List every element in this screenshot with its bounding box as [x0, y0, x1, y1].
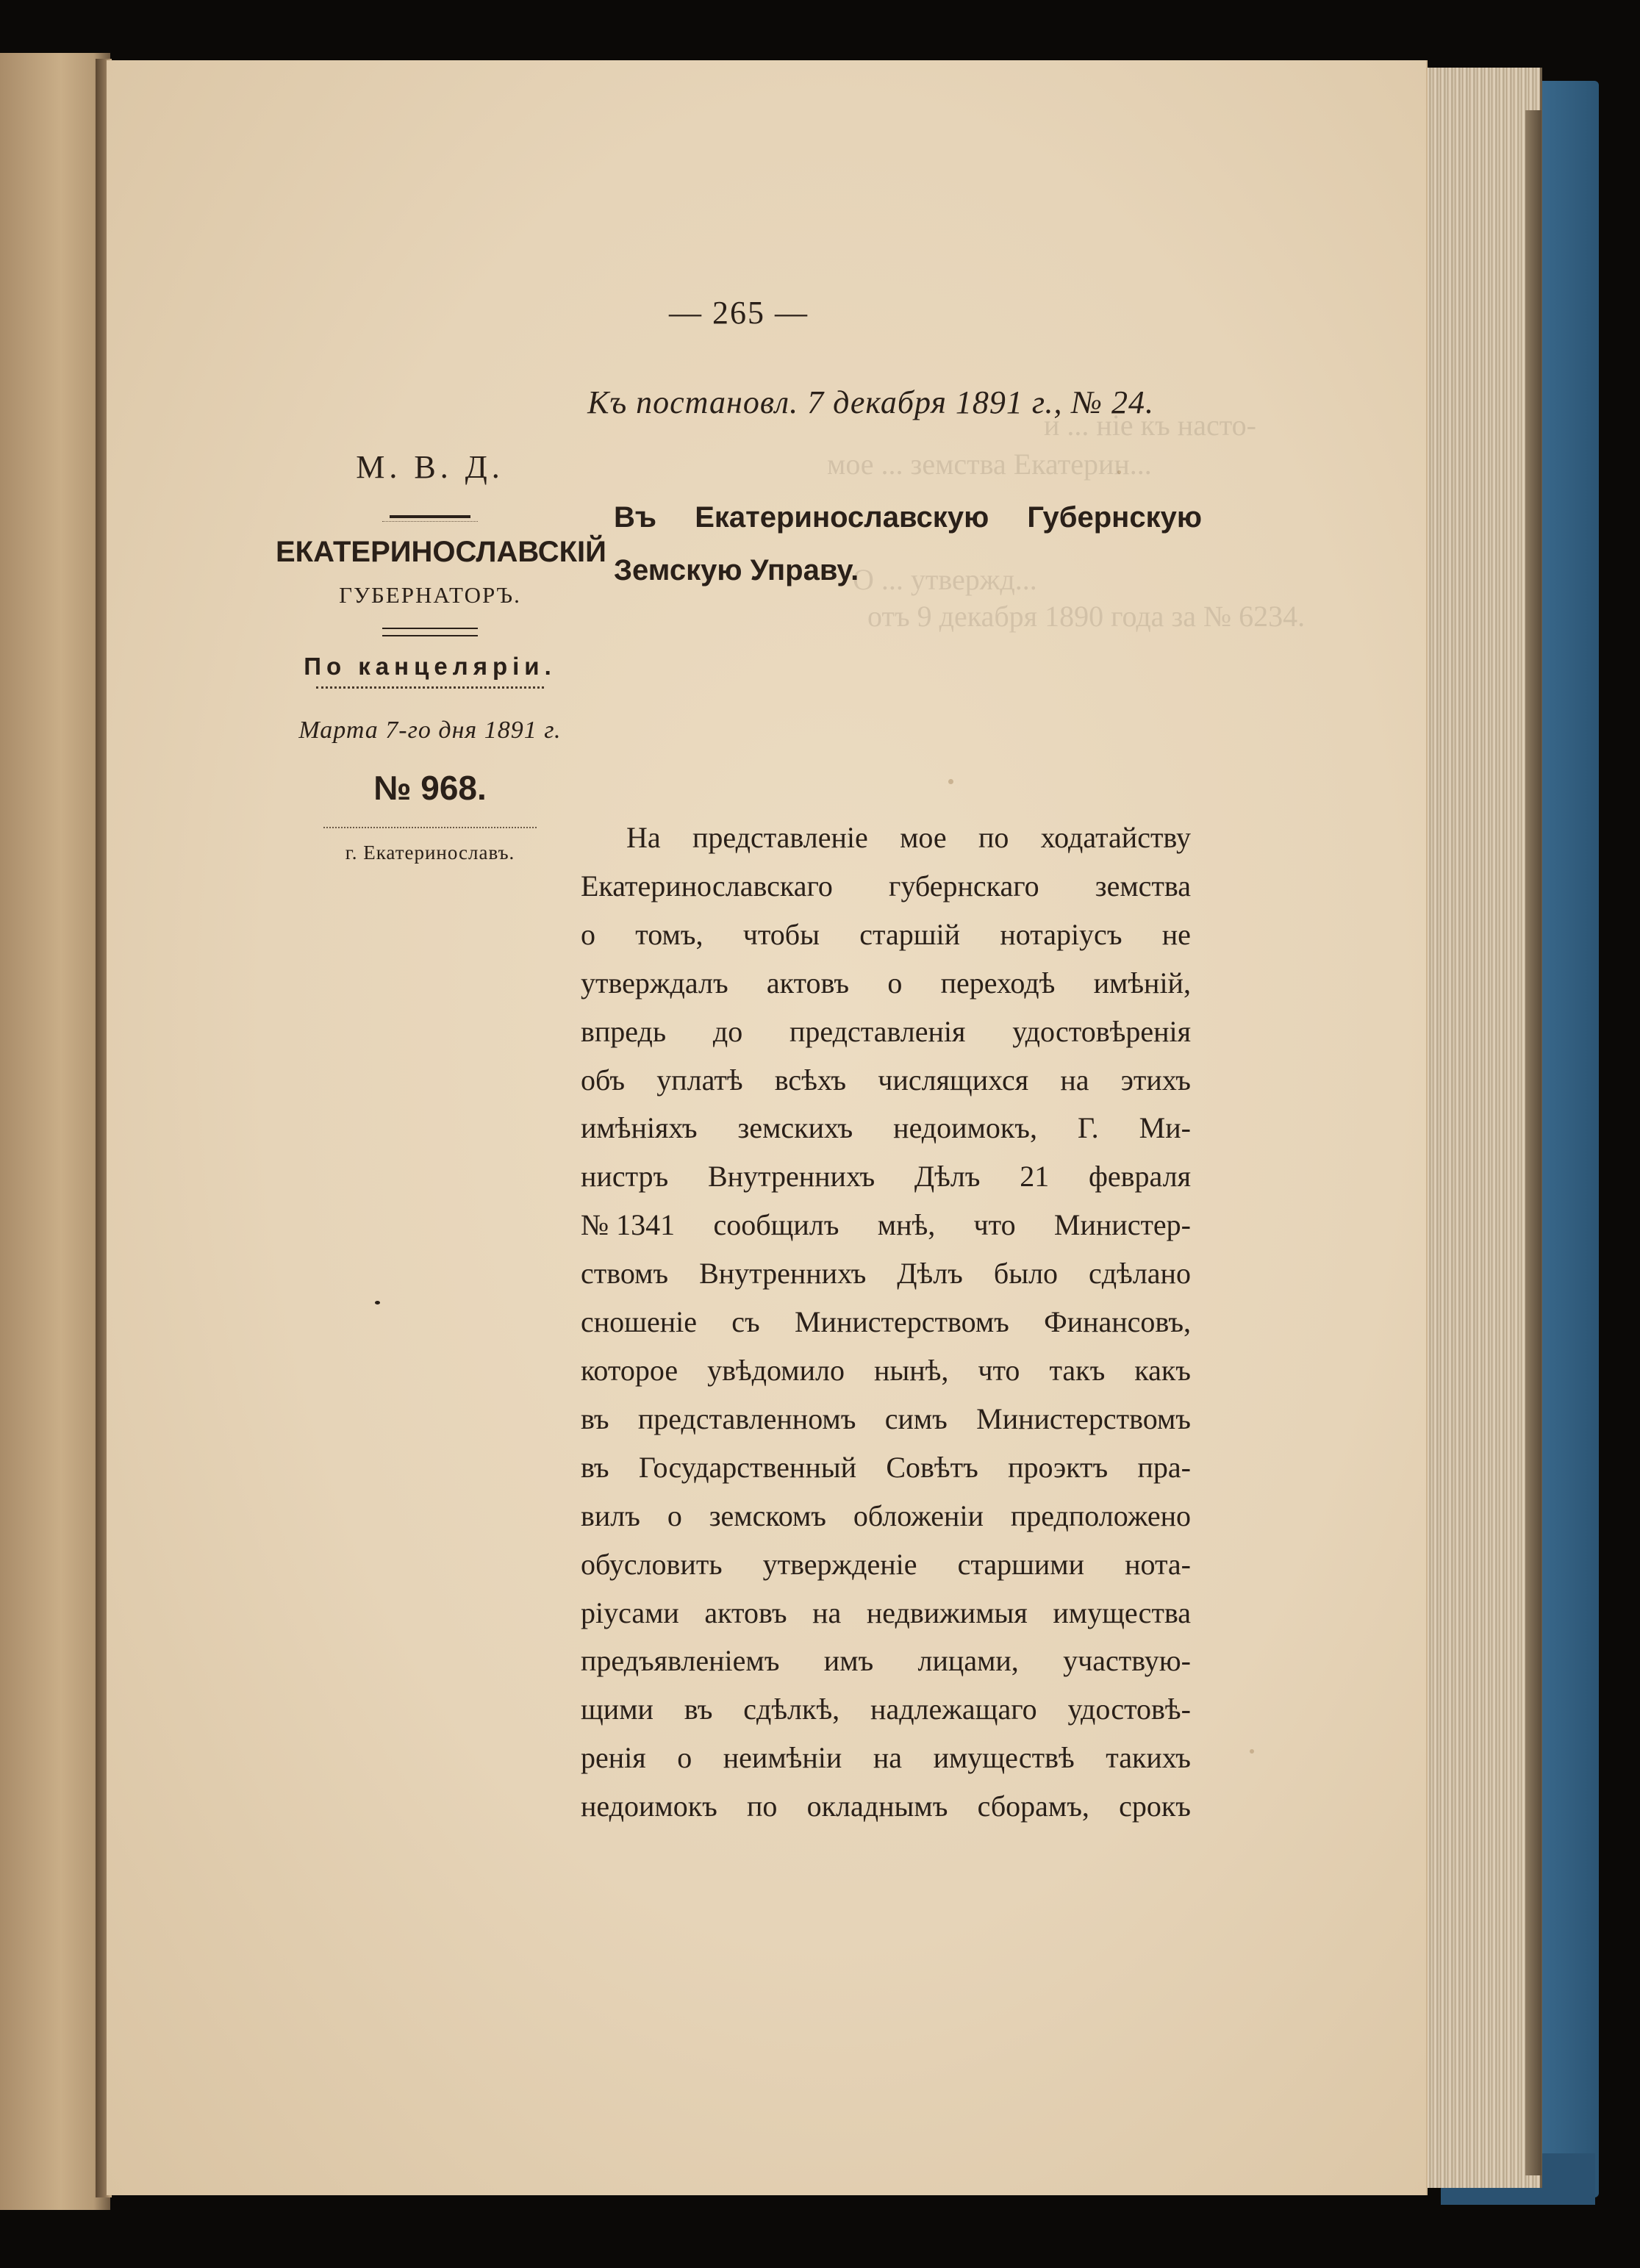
body-line	[581, 1443, 1191, 1492]
body-word: представленномъ	[637, 1402, 856, 1435]
body-word: февраля	[1088, 1160, 1191, 1194]
body-line	[581, 1008, 1191, 1056]
body-word: ствомъ	[581, 1257, 669, 1291]
body-word: На	[626, 821, 661, 854]
body-word: сдѣлано	[1089, 1257, 1191, 1291]
body-line	[581, 959, 1191, 1008]
body-word: земства	[1095, 869, 1191, 902]
addressee-word: Губернскую	[1027, 501, 1202, 534]
governor-title: ГУБЕРНАТОРЪ.	[339, 582, 521, 608]
body-word: объ	[581, 1063, 626, 1097]
body-word: имъ	[823, 1644, 874, 1678]
body-word: окладнымъ	[806, 1790, 948, 1823]
body-word: Екатеринославскаго	[581, 869, 833, 902]
page-block-edges	[1411, 68, 1542, 2188]
body-word: на	[873, 1741, 903, 1775]
bleed-through-line: отъ 9 декабря 1890 года за № 6234.	[867, 600, 1306, 633]
body-word: пра-	[1137, 1450, 1191, 1484]
letter-body	[581, 814, 1191, 1831]
body-word: срокъ	[1119, 1790, 1191, 1823]
body-word: нынѣ,	[873, 1353, 949, 1387]
body-word: по	[747, 1790, 778, 1823]
body-word: земскихъ	[737, 1111, 853, 1145]
body-word: лицами,	[917, 1644, 1019, 1678]
body-word: сборамъ,	[977, 1790, 1089, 1823]
bleed-through-line: О ... утвержд...	[853, 563, 1037, 596]
addressee-word: Въ	[614, 501, 657, 534]
body-word: представленія	[789, 1014, 966, 1048]
body-word: имущества	[1053, 1596, 1191, 1629]
body-word: Министерствомъ	[976, 1402, 1191, 1435]
body-word: въ	[581, 1450, 609, 1484]
foxing-spot	[948, 779, 953, 784]
body-word: ренія	[581, 1741, 646, 1775]
body-word: недвижимыя	[866, 1596, 1028, 1629]
body-word: недоимокъ,	[893, 1111, 1037, 1145]
body-line	[581, 1492, 1191, 1540]
page-block-shadow	[1525, 110, 1541, 2175]
body-word: удостовѣ-	[1067, 1693, 1191, 1726]
body-word: о	[667, 1499, 682, 1532]
body-word: такъ	[1049, 1353, 1106, 1387]
body-word: актовъ	[766, 966, 850, 1000]
body-word: какъ	[1134, 1353, 1191, 1387]
body-word: имуществѣ	[933, 1741, 1075, 1775]
body-word: обусловить	[581, 1547, 723, 1581]
body-word: Министер-	[1053, 1208, 1191, 1242]
bleed-through-line: и ... ніе къ насто-	[1044, 409, 1256, 442]
body-word: Ми-	[1139, 1111, 1191, 1145]
body-line	[581, 1201, 1191, 1249]
body-word: о	[887, 966, 903, 1000]
body-word: сношеніе	[581, 1305, 697, 1339]
body-word: 21	[1020, 1160, 1050, 1194]
body-word: что	[978, 1353, 1020, 1387]
body-word: по	[978, 821, 1009, 854]
stray-ink-dot	[375, 1301, 380, 1305]
addressee-word: Екатеринославскую	[695, 501, 989, 534]
letterhead	[276, 441, 606, 864]
body-word: всѣхъ	[774, 1063, 847, 1097]
body-line	[581, 1589, 1191, 1637]
body-word: впредь	[581, 1014, 667, 1048]
body-word: въ	[684, 1693, 713, 1726]
body-line	[581, 1152, 1191, 1201]
body-word: ріусами	[581, 1596, 679, 1629]
body-line	[581, 1249, 1191, 1298]
body-word: было	[993, 1257, 1059, 1291]
body-word: Г.	[1078, 1111, 1099, 1145]
body-line	[581, 1540, 1191, 1589]
body-word: на	[1060, 1063, 1089, 1097]
body-word: нотаріусъ	[1000, 917, 1122, 951]
letter-date: Марта 7-го дня 1891 г.	[298, 717, 562, 744]
body-word: этихъ	[1120, 1063, 1191, 1097]
body-word: утверждалъ	[581, 966, 728, 1000]
addressee-line: Земскую Управу.	[614, 554, 859, 586]
body-word: что	[973, 1208, 1016, 1242]
body-word: Министерствомъ	[794, 1305, 1009, 1339]
body-word: участвую-	[1063, 1644, 1191, 1678]
body-word: на	[812, 1596, 842, 1629]
body-word: Внутреннихъ	[699, 1257, 867, 1291]
body-line	[581, 1734, 1191, 1782]
body-word: губернскаго	[889, 869, 1039, 902]
body-word: утвержденіе	[762, 1547, 917, 1581]
body-word: предположено	[1010, 1499, 1191, 1532]
body-word: актовъ	[704, 1596, 787, 1629]
body-word: старшими	[957, 1547, 1084, 1581]
page-number: — 265 —	[669, 295, 809, 331]
body-word: нота-	[1125, 1547, 1191, 1581]
body-word: сообщилъ	[713, 1208, 839, 1242]
body-word: томъ,	[635, 917, 703, 951]
body-word: чтобы	[742, 917, 820, 951]
body-word: предъявленіемъ	[581, 1644, 780, 1678]
body-word: надлежащаго	[870, 1693, 1037, 1726]
body-word: Государственный	[638, 1450, 857, 1484]
left-page-edge	[0, 53, 110, 2210]
body-word: Дѣлъ	[897, 1257, 963, 1291]
body-word: нистръ	[581, 1160, 669, 1194]
body-word: о	[677, 1741, 692, 1775]
body-word: № 1341	[581, 1208, 676, 1242]
body-word: переходѣ	[940, 966, 1056, 1000]
divider	[323, 827, 537, 828]
letter-number: № 968.	[373, 769, 487, 807]
ministry-abbreviation: М. В. Д.	[356, 449, 504, 485]
body-word: Дѣлъ	[914, 1160, 981, 1194]
body-word: неимѣніи	[723, 1741, 842, 1775]
body-word: Совѣтъ	[886, 1450, 978, 1484]
body-word: проэктъ	[1008, 1450, 1109, 1484]
body-line	[581, 1104, 1191, 1152]
body-word: такихъ	[1106, 1741, 1191, 1775]
body-word: числящихся	[878, 1063, 1029, 1097]
divider	[390, 515, 470, 518]
body-word: увѣдомило	[707, 1353, 845, 1387]
body-word: удостовѣренія	[1012, 1014, 1191, 1048]
body-word: ходатайству	[1040, 821, 1191, 854]
body-line	[581, 1298, 1191, 1346]
body-word: мое	[900, 821, 947, 854]
body-line	[581, 814, 1191, 862]
body-word: Финансовъ,	[1044, 1305, 1191, 1339]
body-line	[581, 1346, 1191, 1395]
divider	[316, 686, 544, 689]
body-line	[581, 911, 1191, 959]
foxing-spot	[1250, 1749, 1254, 1754]
body-word: не	[1161, 917, 1191, 951]
body-word: обложеніи	[853, 1499, 984, 1532]
body-word: недоимокъ	[581, 1790, 717, 1823]
resolution-reference: Къ постановл. 7 декабря 1891 г., № 24.	[587, 384, 1154, 420]
body-word: которое	[581, 1353, 678, 1387]
body-line	[581, 1056, 1191, 1105]
body-word: представленіе	[692, 821, 868, 854]
body-word: имѣніяхъ	[581, 1111, 698, 1145]
body-line	[581, 1395, 1191, 1443]
body-word: Внутреннихъ	[707, 1160, 875, 1194]
bleed-through-line: мое ... земства Екатерин...	[827, 448, 1152, 481]
addressee-line	[614, 491, 1202, 544]
body-word: имѣній,	[1093, 966, 1191, 1000]
body-line	[581, 1685, 1191, 1734]
body-word: уплатѣ	[656, 1063, 743, 1097]
body-word: о	[581, 917, 595, 951]
body-line	[581, 862, 1191, 911]
body-word: въ	[581, 1402, 609, 1435]
divider	[382, 628, 478, 636]
body-line	[581, 1637, 1191, 1685]
body-word: вилъ	[581, 1499, 640, 1532]
body-line	[581, 1782, 1191, 1831]
body-word: съ	[731, 1305, 760, 1339]
addressee	[614, 491, 1202, 597]
body-word: мнѣ,	[877, 1208, 936, 1242]
body-word: до	[712, 1014, 743, 1048]
chancellery-label: По канцеляріи.	[304, 653, 556, 680]
letter-city: г. Екатеринославъ.	[345, 841, 515, 864]
body-word: сдѣлкѣ,	[743, 1693, 840, 1726]
governorate-title: ЕКАТЕРИНОСЛАВСКІЙ	[276, 536, 606, 568]
body-word: земскомъ	[709, 1499, 826, 1532]
body-word: симъ	[884, 1402, 948, 1435]
body-word: щими	[581, 1693, 654, 1726]
body-word: старшій	[859, 917, 961, 951]
